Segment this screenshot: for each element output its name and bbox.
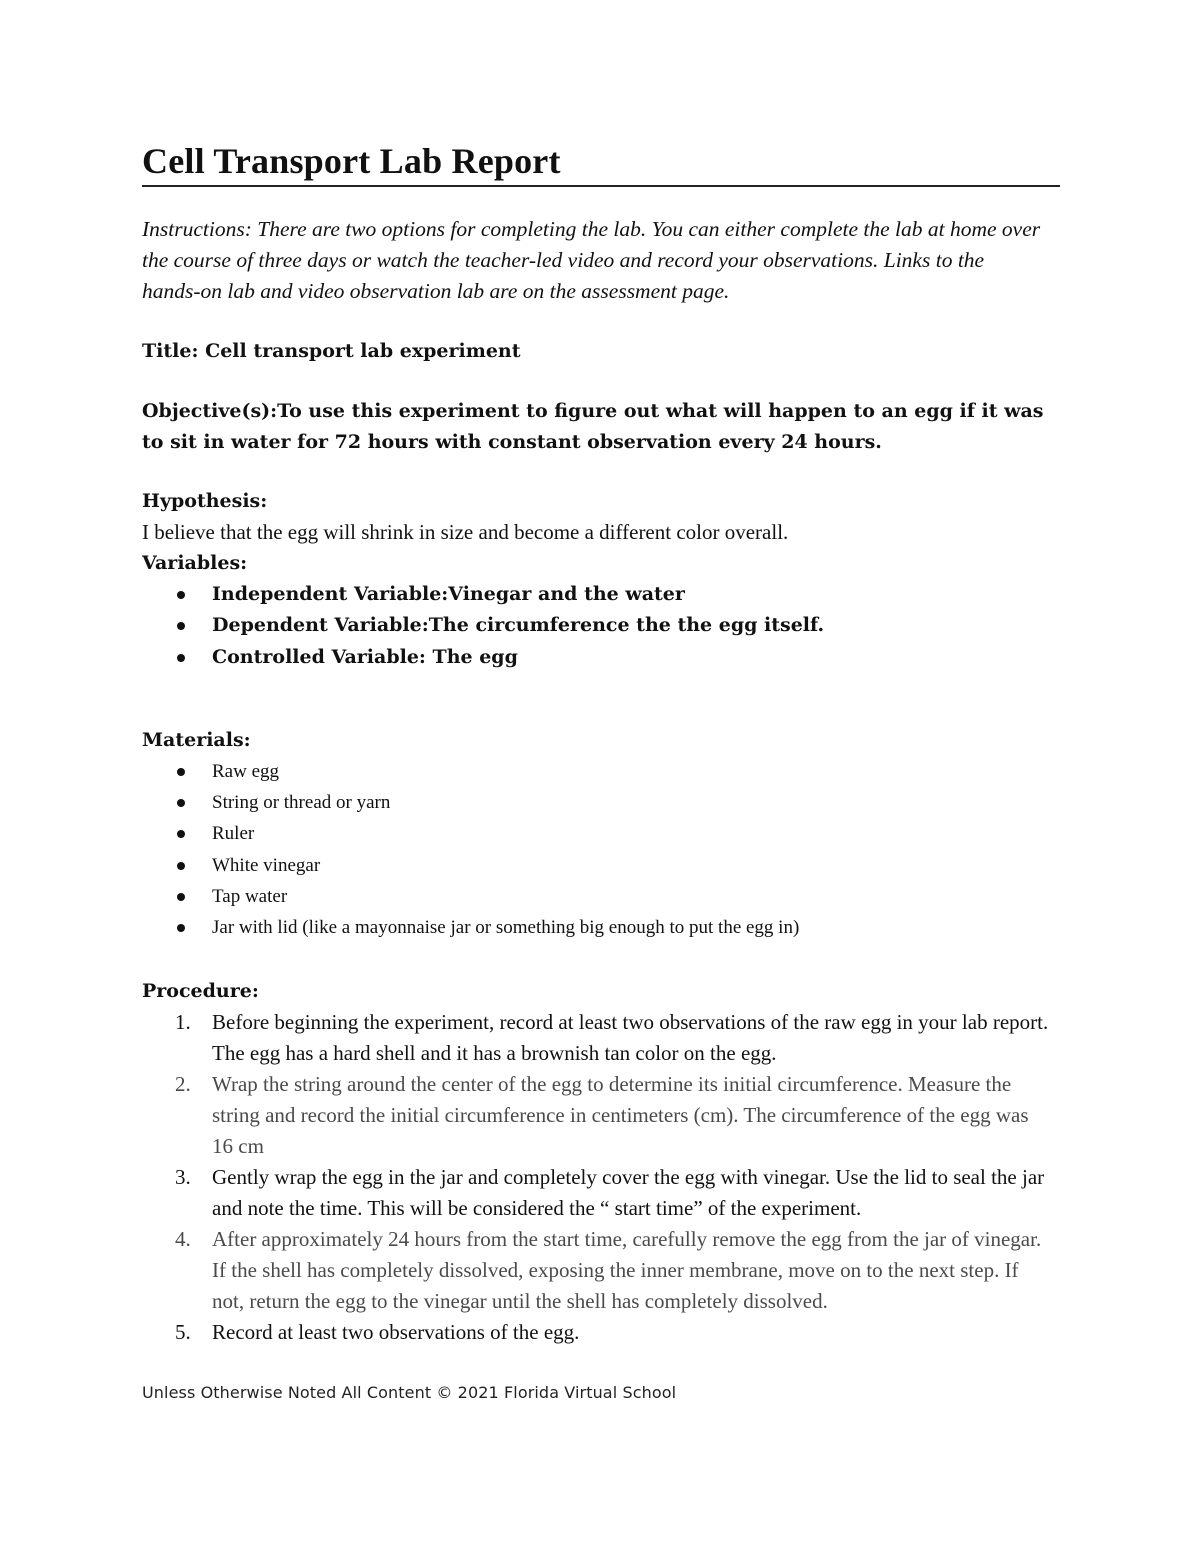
variables-label: Variables: (142, 552, 248, 574)
procedure-label: Procedure: (142, 979, 259, 1002)
hypothesis-label: Hypothesis: (142, 490, 268, 512)
variables-list (142, 579, 1060, 673)
list-item (142, 1007, 1052, 1069)
bullet-icon (177, 591, 185, 599)
list-item (142, 642, 1060, 673)
list-item (142, 787, 1060, 818)
hypothesis-text: I believe that the egg will shrink in size and become a different color overall. (142, 520, 789, 544)
list-item (142, 756, 1060, 787)
step-text: Gently wrap the egg in the jar and completely cover the egg with vinegar. Use the lid to seal the jar and note the time. This will be considered the “ start time” of the experiment. (212, 1164, 1045, 1220)
step-text: Record at least two observations of the egg. (212, 1319, 580, 1344)
bullet-icon (177, 830, 185, 838)
list-item (142, 1317, 1052, 1348)
material-text: Jar with lid (like a mayonnaise jar or something big enough to put the egg in) (212, 917, 800, 939)
bullet-icon (177, 862, 185, 870)
bullet-icon (177, 654, 185, 662)
variable-text: Independent Variable:Vinegar and the water (212, 583, 685, 605)
material-text: White vinegar (212, 854, 321, 876)
list-item (142, 579, 1060, 610)
step-number: 2. (175, 1071, 191, 1096)
bullet-icon (177, 799, 185, 807)
objective-text: Objective(s):To use this experiment to figure out what will happen to an egg if it was to sit in water for 72 hours with constant observation every 24 hours. (142, 400, 1044, 453)
list-item (142, 610, 1060, 641)
bullet-icon (177, 622, 185, 630)
material-text: Raw egg (212, 760, 280, 782)
step-number: 1. (175, 1009, 191, 1034)
step-text: Before beginning the experiment, record at least two observations of the raw egg in your lab report. The egg has a hard shell and it has a brownish tan color on the egg. (212, 1009, 1049, 1065)
list-item (142, 1069, 1052, 1162)
materials-label: Materials: (142, 728, 251, 751)
bullet-icon (177, 768, 185, 776)
list-item (142, 912, 1060, 943)
list-item (142, 1162, 1052, 1224)
instructions-text: Instructions: There are two options for completing the lab. You can either complete the lab at home over the course of three days or watch the teacher-led video and record your observations. Links to the hands-on lab and video observation lab are on the assessment page. (142, 217, 1041, 303)
step-text: Wrap the string around the center of the egg to determine its initial circumference. Measure the string and record the initial circumference in centimeters (cm). The circumference of the egg was 16 cm (212, 1071, 1029, 1158)
step-number: 4. (175, 1226, 191, 1251)
copyright-footer: Unless Otherwise Noted All Content © 2021 Florida Virtual School (142, 1383, 677, 1402)
document-page (142, 138, 1060, 1348)
list-item (142, 850, 1060, 881)
material-text: String or thread or yarn (212, 792, 391, 814)
variable-text: Controlled Variable: The egg (212, 645, 518, 668)
step-number: 5. (175, 1319, 191, 1344)
lab-title-line: Title: Cell transport lab experiment (142, 340, 521, 362)
variable-text: Dependent Variable:The circumference the the egg itself. (212, 614, 825, 637)
list-item (142, 1224, 1052, 1317)
bullet-icon (177, 893, 185, 901)
procedure-list (142, 1007, 1060, 1348)
page-title: Cell Transport Lab Report (142, 138, 1060, 187)
material-text: Ruler (212, 823, 255, 845)
list-item (142, 881, 1060, 912)
material-text: Tap water (212, 886, 288, 908)
materials-list (142, 756, 1060, 944)
step-text: After approximately 24 hours from the start time, carefully remove the egg from the jar of vinegar. If the shell has completely dissolved, exposing the inner membrane, move on to the next step. If not, return the egg to the vinegar until the shell has completely dissolved. (212, 1226, 1042, 1313)
bullet-icon (177, 924, 185, 932)
step-number: 3. (175, 1164, 191, 1189)
list-item (142, 818, 1060, 849)
